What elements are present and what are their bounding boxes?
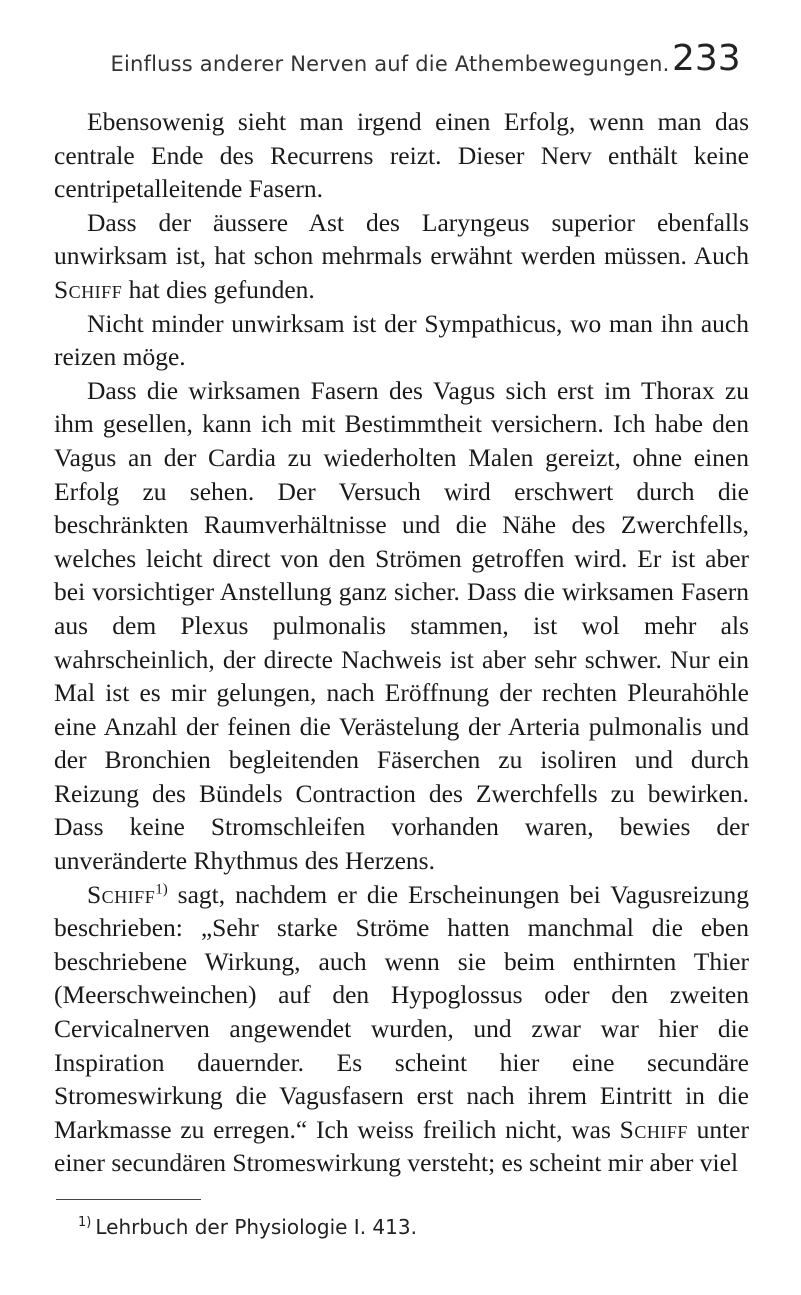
running-title: Einfluss anderer Nerven auf die Athembewegungen.	[110, 52, 670, 76]
author-name: Schiff	[87, 879, 156, 909]
footnote	[78, 1215, 417, 1239]
footnote-divider	[56, 1199, 201, 1200]
paragraph-text: sagt, nachdem er die Erscheinungen bei Vagusreizung beschrieben: „Sehr starke Ströme hatten manchmal die eben beschriebene Wirkung, auch wenn sie beim enthirnten Thier (Meerschweinchen) auf den Hypoglossus oder den zweiten Cervicalnerven angewendet wurden, und zwar war hier die Inspiration dauernder. Es scheint hier eine secundäre Stromeswirkung die Vagusfasern erst nach ihrem Eintritt in die Markmasse zu erregen.“ Ich weiss freilich nicht, was	[54, 879, 749, 1144]
paragraph: Dass die wirksamen Fasern des Vagus sich erst im Thorax zu ihm gesellen, kann ich mit Bestimmtheit versichern. Ich habe den Vagus an der Cardia zu wiederholten Malen gereizt, ohne einen Erfolg zu sehen. Der Versuch wird erschwert durch die beschränkten Raumverhältnisse und die Nähe des Zwerchfells, welches leicht direct von den Strömen getroffen wird. Er ist aber bei vorsichtiger Anstellung ganz sicher. Dass die wirksamen Fasern aus dem Plexus pulmonalis stammen, ist wol mehr als wahrscheinlich, der directe Nachweis ist aber sehr schwer. Nur ein Mal ist es mir gelungen, nach Eröffnung der rechten Pleurahöhle eine Anzahl der feinen die Verästelung der Arteria pulmonalis und der Bronchien begleitenden Fäserchen zu isoliren und durch Reizung des Bündels Contraction des Zwerchfells zu bewirken. Dass keine Stromschleifen vorhanden waren, bewies der unveränderte Rhythmus des Herzens.	[54, 375, 749, 876]
paragraph-text: unter einer secundären Stromeswirkung versteht; es scheint mir aber viel	[54, 1114, 749, 1178]
footnote-marker: 1)	[78, 1215, 92, 1231]
author-name: Schiff	[619, 1114, 688, 1144]
paragraph	[54, 206, 749, 307]
paragraph-text: hat dies gefunden.	[122, 274, 315, 304]
body-text	[54, 105, 749, 1180]
footnote-text: Lehrbuch der Physiologie I. 413.	[95, 1215, 417, 1239]
paragraph: Nicht minder unwirksam ist der Sympathicus, wo man ihn auch reizen möge.	[54, 308, 749, 372]
paragraph	[54, 878, 749, 1180]
footnote-reference[interactable]: 1)	[155, 881, 168, 898]
paragraph-text: Dass der äussere Ast des Laryngeus superior ebenfalls unwirksam ist, hat schon mehrmals erwähnt werden müssen. Auch	[54, 207, 749, 271]
author-name: Schiff	[54, 274, 123, 304]
paragraph: Ebensowenig sieht man irgend einen Erfolg, wenn man das centrale Ende des Recurrens reizt. Dieser Nerv enthält keine centripetalleitende Fasern.	[54, 107, 749, 204]
page-number: 233	[672, 38, 741, 79]
